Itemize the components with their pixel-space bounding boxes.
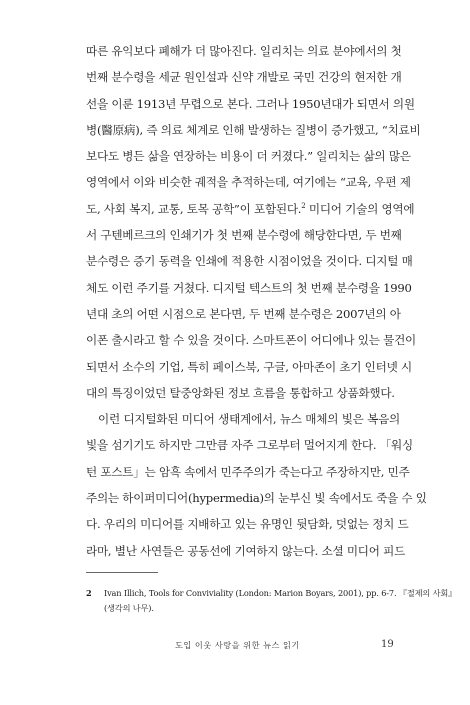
body-line: 다. 우리의 미디어를 지배하고 있는 유명인 뒷담화, 덧없는 정치 드: [86, 517, 409, 532]
footnote-line: Ivan Illich, Tools for Conviviality (London: Marion Boyars, 2001), pp. 6-7. 『절제의 사회』: [104, 588, 457, 598]
body-line-text: 도, 사회 복지, 교통, 토목 공학”이 포함된다.: [86, 201, 302, 216]
body-line: 서 구텐베르크의 인쇄기가 첫 번째 분수령에 해당한다면, 두 번째: [86, 228, 402, 243]
body-line: 체도 이런 주기를 거쳤다. 디지털 텍스트의 첫 번째 분수령을 1990: [86, 280, 412, 295]
body-line: 따른 유익보다 폐해가 더 많아진다. 일리치는 의료 분야에서의 첫: [86, 44, 402, 58]
body-line-tail: 미디어 기술의 영역에: [305, 201, 415, 216]
running-title: 도입 이웃 사랑을 위한 뉴스 읽기: [175, 640, 300, 650]
body-line: 턴 포스트」는 암흑 속에서 민주주의가 죽는다고 주장하지만, 민주: [86, 464, 410, 479]
body-line: 이런 디지털화된 미디어 생태계에서, 뉴스 매체의 빛은 복음의: [98, 412, 400, 427]
body-line: 주의는 하이퍼미디어(hypermedia)의 눈부신 빛 속에서도 죽을 수 있: [86, 491, 427, 506]
page-number: 19: [381, 639, 394, 650]
body-line: 번째 분수령을 세균 원인설과 신약 개발로 국민 건강의 현저한 개: [86, 70, 402, 85]
body-line: 보다도 병든 삶을 연장하는 비용이 더 커졌다.” 일리치는 삶의 많은: [86, 149, 411, 164]
body-line: 되면서 소수의 기업, 특히 페이스북, 구글, 아마존이 초기 인터넷 시: [86, 359, 412, 374]
body-line: 라마, 별난 사연들은 공동선에 기여하지 않는다. 소셜 미디어 피드: [86, 543, 406, 558]
body-line: 병(醫原病), 즉 의료 체계로 인해 발생하는 질병이 증가했고, “치료비: [86, 122, 421, 137]
body-text: [86, 38, 427, 564]
body-line: 대의 특징이었던 탈중앙화된 정보 흐름을 통합하고 상품화했다.: [86, 385, 395, 400]
body-line: 이폰 출시라고 할 수 있을 것이다. 스마트폰이 어디에나 있는 물건이: [86, 333, 416, 348]
footnote-text: [104, 586, 457, 615]
footnote-line: (생각의 나무).: [104, 602, 154, 613]
footnote-divider: [86, 572, 158, 573]
body-line: 분수령은 증기 동력을 인쇄에 적용한 시점이었을 것이다. 디지털 매: [86, 254, 413, 269]
page-footer: [0, 640, 470, 656]
footnote-number: 2: [86, 588, 92, 598]
footnote-reference: 2: [301, 201, 306, 210]
body-line-with-footnote: [86, 196, 415, 222]
body-line: 년대 초의 어떤 시점으로 본다면, 두 번째 분수령은 2007년의 아: [86, 306, 401, 321]
body-line: 선을 이룬 1913년 무렵으로 본다. 그러나 1950년대가 되면서 의원: [86, 96, 415, 111]
body-line: 영역에서 이와 비슷한 궤적을 추적하는데, 여기에는 “교육, 우편 제: [86, 175, 411, 190]
body-line: 빛을 섬기기도 하지만 그만큼 자주 그로부터 멀어지게 한다. 「워싱: [86, 438, 413, 453]
